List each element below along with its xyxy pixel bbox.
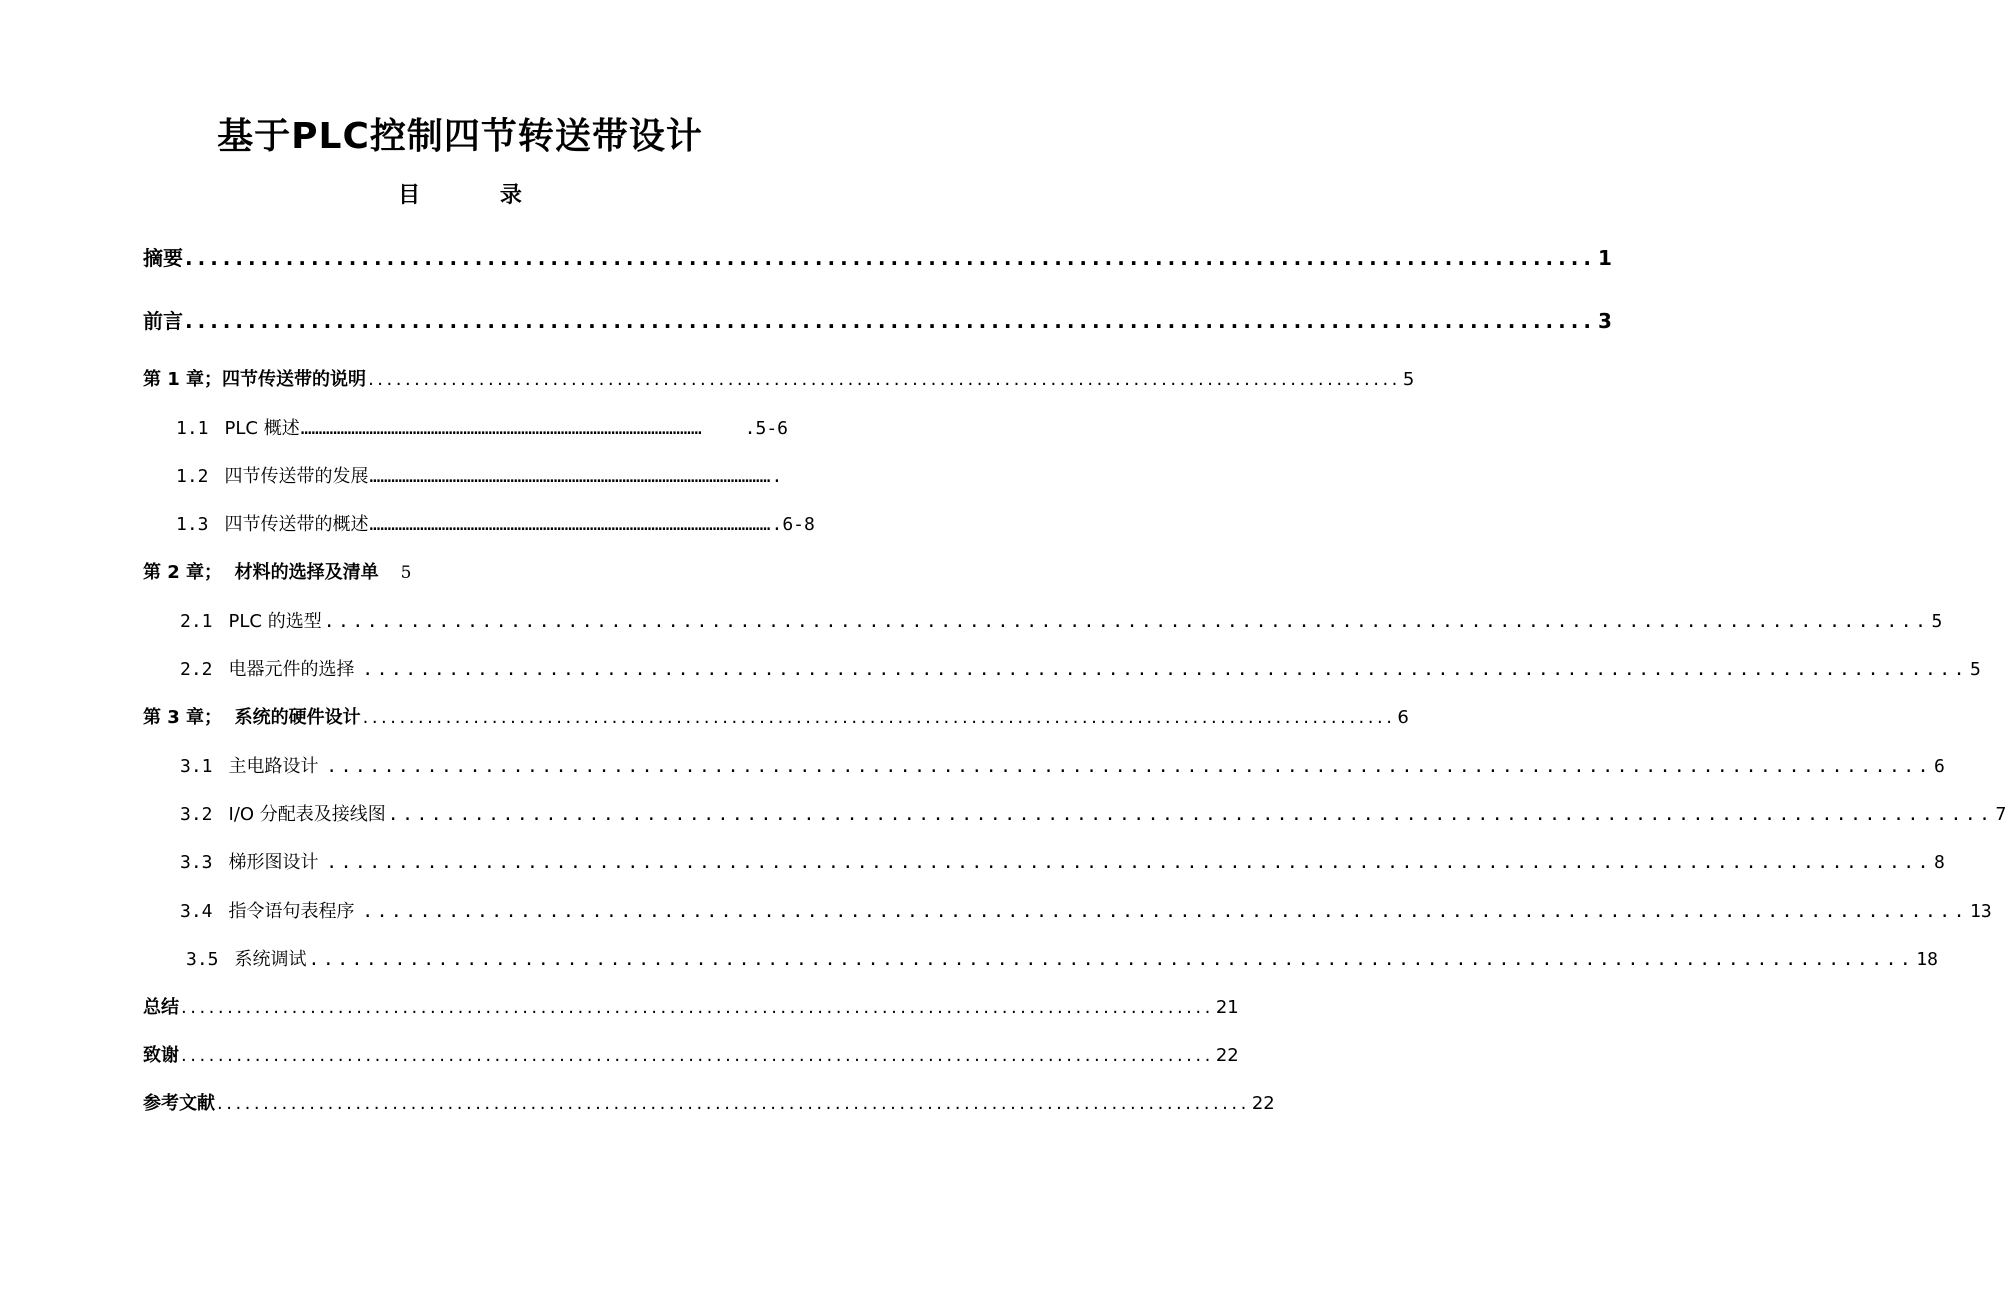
- toc-entry-section-3-5[interactable]: [186, 945, 1938, 971]
- toc-number: 2.2: [180, 659, 213, 680]
- toc-leader: …………………………………………………………………………………………………: [369, 514, 771, 535]
- toc-entry-abstract[interactable]: [143, 242, 1612, 271]
- toc-page: 5: [1402, 369, 1415, 390]
- toc-label: 前言: [143, 309, 183, 333]
- toc-page: .6-8: [771, 514, 815, 535]
- toc-heading: [0, 178, 920, 214]
- toc-page: 5: [400, 563, 412, 583]
- toc-number: 3.5: [186, 949, 219, 970]
- toc-entry-section-1-3[interactable]: [176, 510, 815, 536]
- toc-page: .5-6: [744, 418, 788, 439]
- toc-label: 系统调试: [234, 949, 307, 970]
- toc-heading-char-2: 录: [499, 183, 522, 208]
- toc-leader: ................................................................................................................: [387, 804, 1994, 825]
- toc-entry-section-3-2[interactable]: [180, 800, 2006, 826]
- toc-label: 四节传送带的概述: [224, 514, 369, 535]
- toc-page: 21: [1215, 997, 1239, 1018]
- toc-label: 致谢: [143, 1045, 179, 1066]
- toc-entry-section-2-2[interactable]: [180, 655, 1981, 681]
- toc-page: 13: [1969, 901, 1992, 922]
- toc-entry-preface[interactable]: [143, 305, 1612, 334]
- toc-number: 3.2: [180, 804, 213, 825]
- toc-entry-section-3-4[interactable]: [180, 897, 1992, 923]
- toc-leader: ................................................................................................................: [368, 369, 1401, 390]
- toc-leader: ................................................................................................................: [362, 901, 1968, 922]
- toc-page: 18: [1916, 949, 1938, 970]
- toc-page: 6: [1933, 756, 1945, 777]
- toc-page: 22: [1251, 1093, 1275, 1114]
- toc-page: 7: [1995, 804, 2006, 825]
- toc-entry-chapter-1[interactable]: [143, 365, 1415, 391]
- toc-leader: ................................................................................................................: [308, 949, 1915, 970]
- toc-leader: ................................................................................................................: [323, 611, 1930, 632]
- toc-leader: ................................................................................................................: [217, 1093, 1250, 1114]
- toc-label: 第 1 章；四节传送带的说明: [143, 369, 367, 390]
- toc-leader: ................................................................................................................: [362, 659, 1968, 680]
- toc-number: 3.4: [180, 901, 213, 922]
- toc-entry-chapter-2[interactable]: [143, 558, 411, 584]
- toc-leader: ................................................................................................................: [362, 707, 1396, 728]
- toc-label: 梯形图设计: [228, 852, 325, 873]
- toc-page: 22: [1215, 1045, 1239, 1066]
- toc-leader: ................................................................................................................: [181, 997, 1214, 1018]
- toc-page: 8: [1933, 852, 1945, 873]
- toc-label: 第 2 章； 材料的选择及清单: [143, 562, 379, 583]
- toc-label: 主电路设计: [228, 756, 325, 777]
- toc-page: .: [771, 466, 783, 487]
- toc-leader: ................................................................................................................: [185, 246, 1596, 270]
- toc-label: 指令语句表程序: [228, 901, 361, 922]
- toc-leader: ................................................................................................................: [181, 1045, 1214, 1066]
- toc-entry-references[interactable]: [143, 1089, 1275, 1115]
- toc-entry-section-3-1[interactable]: [180, 752, 1945, 778]
- toc-number: 1.2: [176, 466, 209, 487]
- toc-number: 3.1: [180, 756, 213, 777]
- toc-label: 摘要: [143, 246, 183, 270]
- toc-page: 3: [1597, 309, 1612, 333]
- toc-leader: …………………………………………………………………………………………………: [300, 418, 702, 439]
- toc-page: 5: [1969, 659, 1981, 680]
- toc-label: 第 3 章； 系统的硬件设计: [143, 707, 361, 728]
- toc-number: 2.1: [180, 611, 213, 632]
- toc-entry-chapter-3[interactable]: [143, 703, 1409, 729]
- toc-number: 3.3: [180, 852, 213, 873]
- toc-page: 5: [1931, 611, 1943, 632]
- toc-leader: ................................................................................................................: [326, 756, 1932, 777]
- toc-leader: ................................................................................................................: [326, 852, 1932, 873]
- toc-page: 6: [1397, 707, 1409, 728]
- toc-page: 1: [1597, 246, 1612, 270]
- toc-leader: ................................................................................................................: [185, 309, 1596, 333]
- toc-label: 四节传送带的发展: [224, 466, 369, 487]
- toc-number: 1.3: [176, 514, 209, 535]
- document-title: 基于PLC控制四节转送带设计: [217, 116, 703, 157]
- toc-heading-char-1: 目: [398, 183, 421, 208]
- toc-label: 总结: [143, 997, 179, 1018]
- toc-label: 参考文献: [143, 1093, 215, 1114]
- toc-entry-summary[interactable]: [143, 993, 1239, 1019]
- toc-label: I/O 分配表及接线图: [228, 804, 386, 825]
- toc-number: 1.1: [176, 418, 209, 439]
- toc-entry-section-1-2[interactable]: [176, 462, 783, 488]
- toc-entry-section-1-1[interactable]: [176, 414, 788, 440]
- toc-leader: …………………………………………………………………………………………………: [369, 466, 771, 487]
- toc-entry-thanks[interactable]: [143, 1041, 1239, 1067]
- toc-label: PLC 的选型: [228, 611, 322, 632]
- toc-label: 电器元件的选择: [228, 659, 361, 680]
- toc-entry-section-3-3[interactable]: [180, 848, 1945, 874]
- toc-entry-section-2-1[interactable]: [180, 607, 1943, 633]
- toc-label: PLC 概述: [224, 418, 300, 439]
